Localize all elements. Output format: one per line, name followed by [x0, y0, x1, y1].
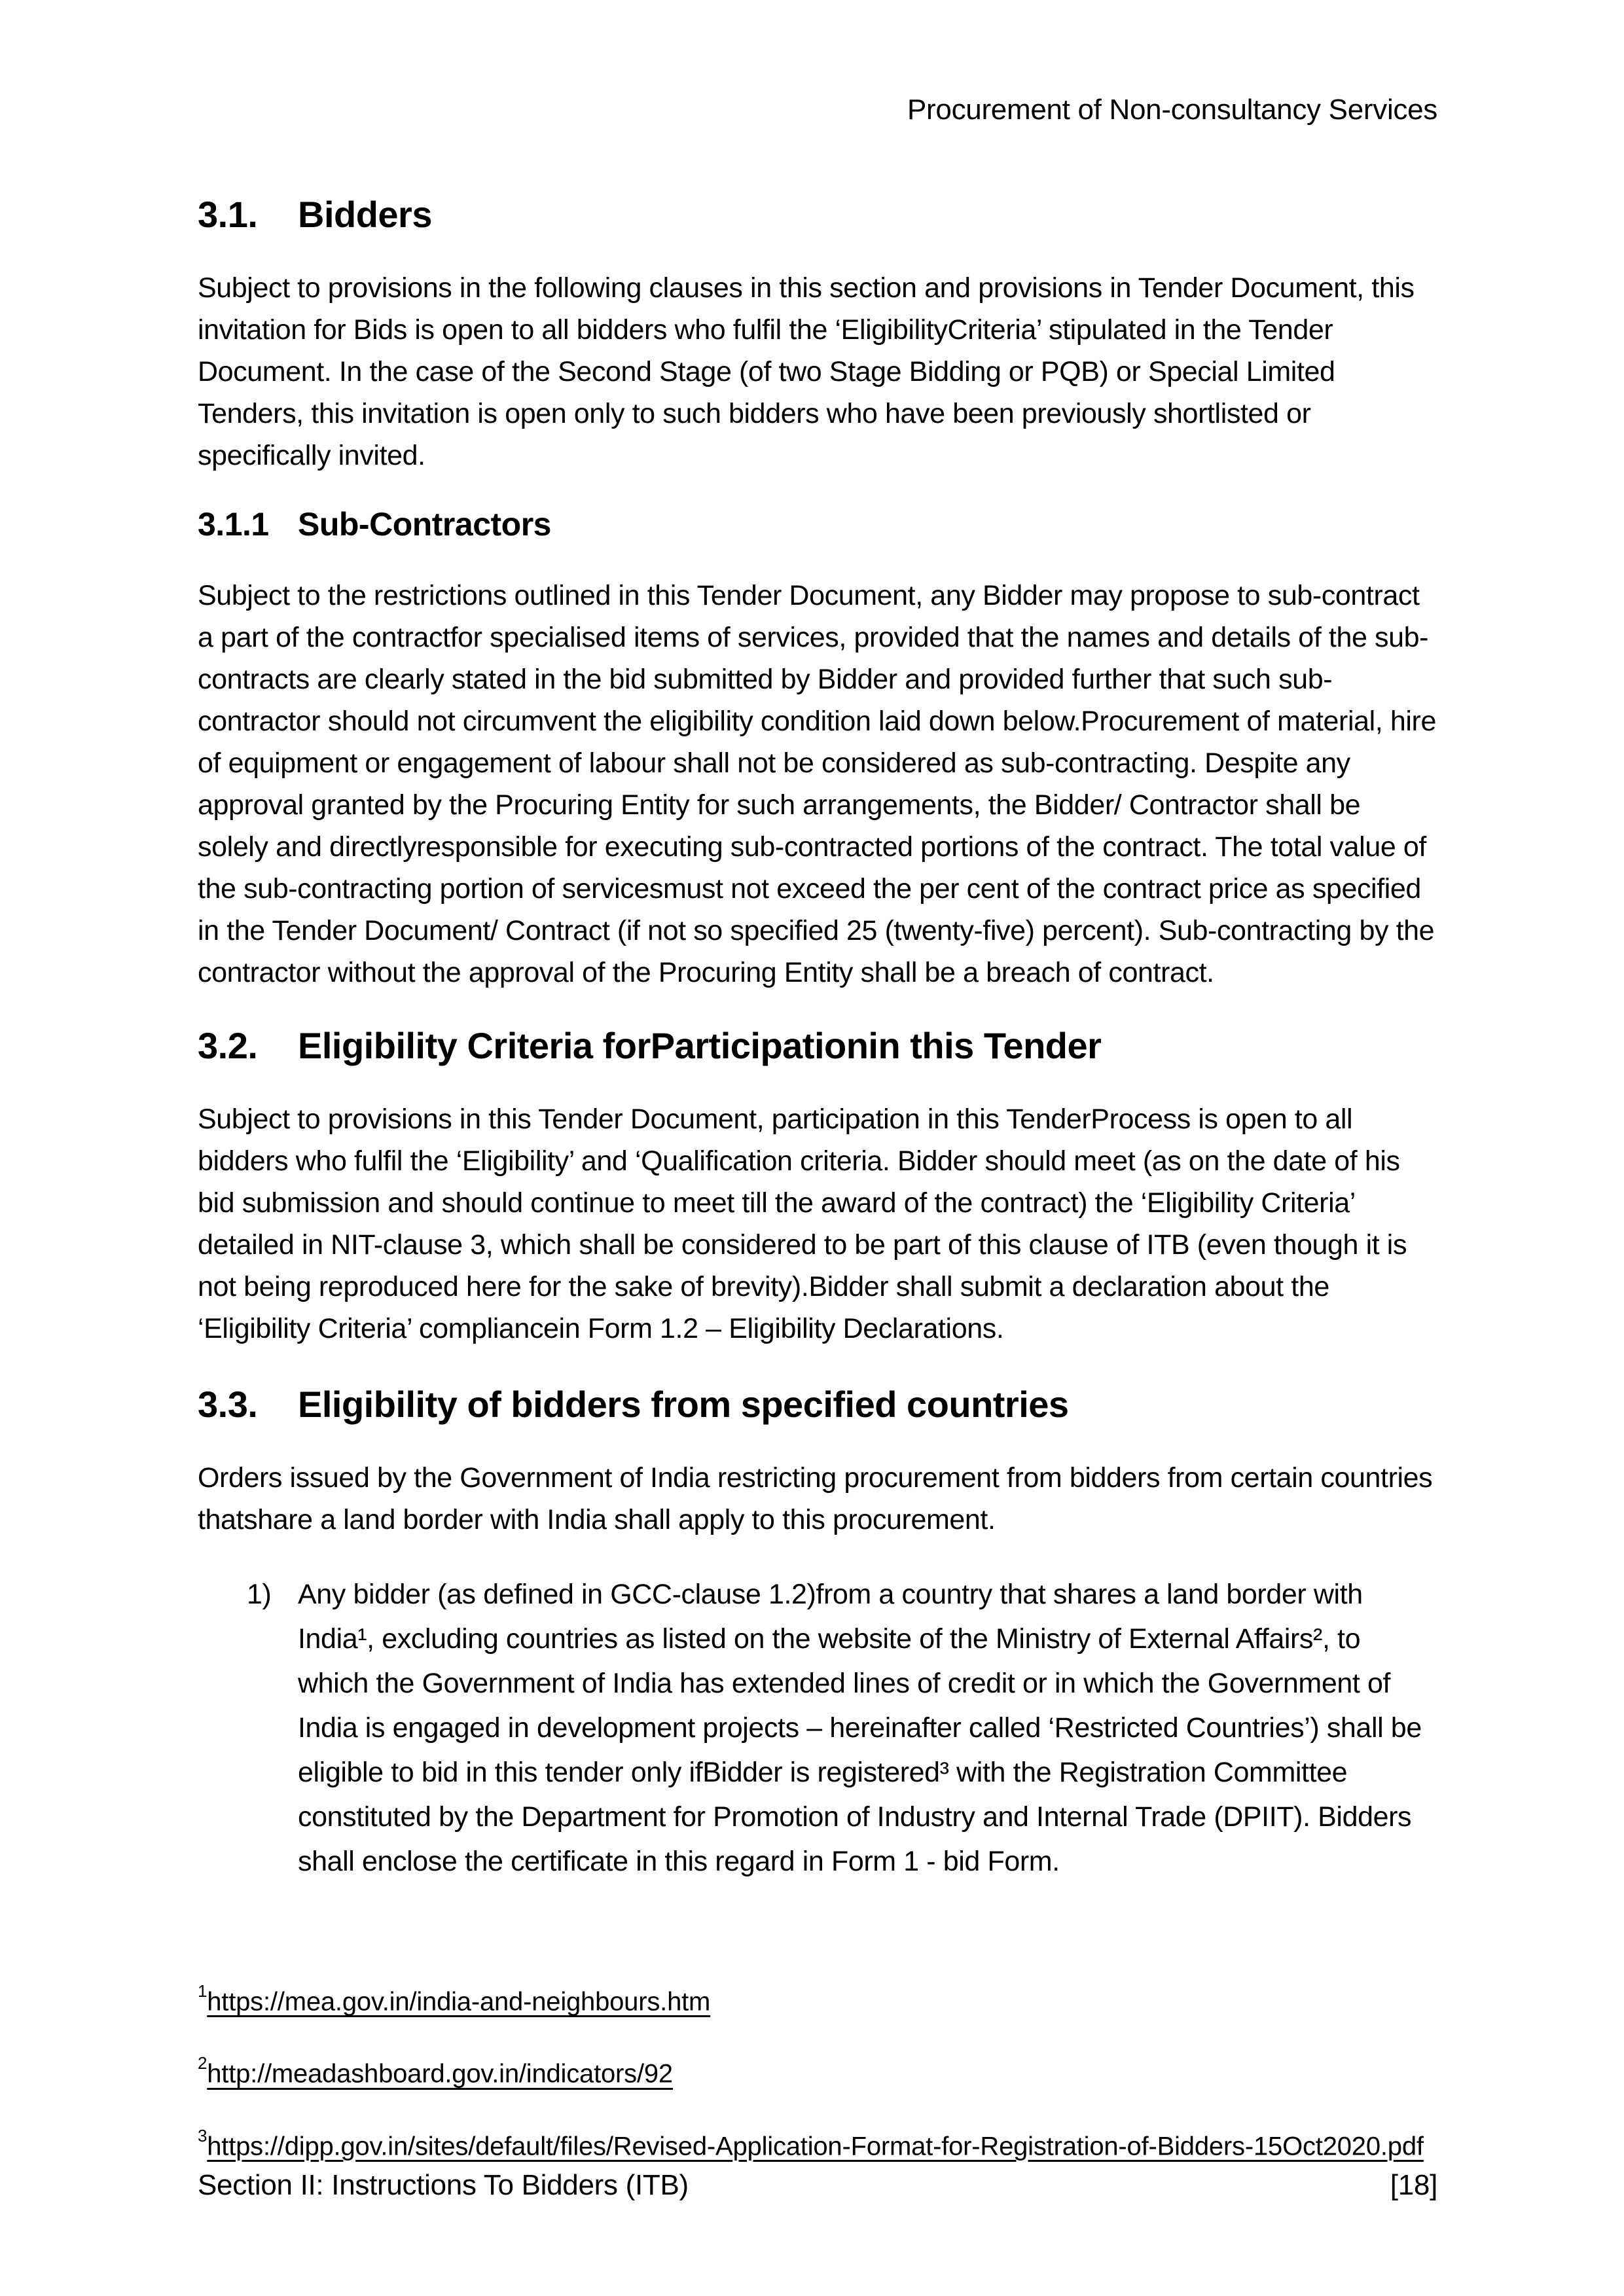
footnote-3-link[interactable]: https://dipp.gov.in/sites/default/files/Revised-Application-Format-for-Registration-of-Bidders-15Oct2020.pdf	[207, 2131, 1424, 2161]
list-item-1-number: 1)	[247, 1579, 272, 1610]
list-item-1-text: Any bidder (as defined in GCC-clause 1.2)from a country that shares a land border with India¹, excluding countries as listed on the website of the Ministry of External Affairs², to which the Government of India has extended lines of credit or in which the Government of India is engaged in development projects – hereinafter called ‘Restricted Countries’) shall be eligible to bid in this tender only ifBidder is registered³ with the Registration Committee constituted by the Department for Promotion of Industry and Internal Trade (DPIIT). Bidders shall enclose the certificate in this regard in Form 1 - bid Form.	[298, 1579, 1422, 1877]
footnote-2-link[interactable]: http://meadashboard.gov.in/indicators/92	[207, 2059, 673, 2089]
section-311-number: 3.1.1	[198, 506, 269, 543]
list-item-1	[247, 1572, 1437, 1884]
footer-page-number: [18]	[1390, 2168, 1437, 2201]
section-31-number: 3.1.	[198, 194, 258, 235]
page-footer	[198, 2167, 1437, 2204]
footnote-1-marker: 1	[198, 1981, 208, 2001]
footnote-3-marker: 3	[198, 2125, 208, 2145]
section-32-title: Eligibility Criteria forParticipationin this Tender	[298, 1025, 1102, 1066]
footer-section-label: Section II: Instructions To Bidders (ITB)	[198, 2168, 689, 2201]
page-content	[0, 92, 1624, 1884]
section-311-heading	[198, 505, 1437, 543]
header-title: Procurement of Non-consultancy Services	[907, 94, 1437, 126]
section-33-heading	[198, 1384, 1437, 1426]
footnote-3	[198, 2123, 1437, 2163]
section-33-number: 3.3.	[198, 1384, 258, 1425]
footnote-2	[198, 2050, 1437, 2090]
section-31-heading	[198, 194, 1437, 236]
footnote-1	[198, 1978, 1437, 2018]
page-header	[198, 92, 1437, 128]
footnote-1-link[interactable]: https://mea.gov.in/india-and-neighbours.htm	[207, 1987, 711, 2017]
section-32-heading	[198, 1025, 1437, 1067]
footnote-area	[198, 1978, 1437, 2204]
section-33-title: Eligibility of bidders from specified countries	[298, 1384, 1069, 1425]
paragraph-311: Subject to the restrictions outlined in this Tender Document, any Bidder may propose to sub-contract a part of the contractfor specialised items of services, provided that the names and details of the sub-contracts are clearly stated in the bid submitted by Bidder and provided further that such sub-contractor should not circumvent the eligibility condition laid down below.Procurement of material, hire of equipment or engagement of labour shall not be considered as sub-contracting. Despite any approval granted by the Procuring Entity for such arrangements, the Bidder/ Contractor shall be solely and directlyresponsible for executing sub-contracted portions of the contract. The total value of the sub-contracting portion of servicesmust not exceed the per cent of the contract price as specified in the Tender Document/ Contract (if not so specified 25 (twenty-five) percent). Sub-contracting by the contractor without the approval of the Procuring Entity shall be a breach of contract.	[198, 580, 1436, 988]
paragraph-33: Orders issued by the Government of India restricting procurement from bidders from certain countries thatshare a land border with India shall apply to this procurement.	[198, 1462, 1433, 1535]
section-32-number: 3.2.	[198, 1025, 258, 1066]
footnote-2-marker: 2	[198, 2053, 208, 2073]
paragraph-32: Subject to provisions in this Tender Document, participation in this TenderProcess is open to all bidders who fulfil the ‘Eligibility’ and ‘Qualification criteria. Bidder should meet (as on the date of his bid submission and should continue to meet till the award of the contract) the ‘Eligibility Criteria’ detailed in NIT-clause 3, which shall be considered to be part of this clause of ITB (even though it is not being reproduced here for the sake of brevity).Bidder shall submit a declaration about the ‘Eligibility Criteria’ compliancein Form 1.2 – Eligibility Declarations.	[198, 1103, 1407, 1344]
section-311-title: Sub-Contractors	[298, 506, 551, 543]
section-31-title: Bidders	[298, 194, 432, 235]
paragraph-31: Subject to provisions in the following clauses in this section and provisions in Tender Document, this invitation for Bids is open to all bidders who fulfil the ‘EligibilityCriteria’ stipulated in the Tender Document. In the case of the Second Stage (of two Stage Bidding or PQB) or Special Limited Tenders, this invitation is open only to such bidders who have been previously shortlisted or specifically invited.	[198, 272, 1415, 471]
